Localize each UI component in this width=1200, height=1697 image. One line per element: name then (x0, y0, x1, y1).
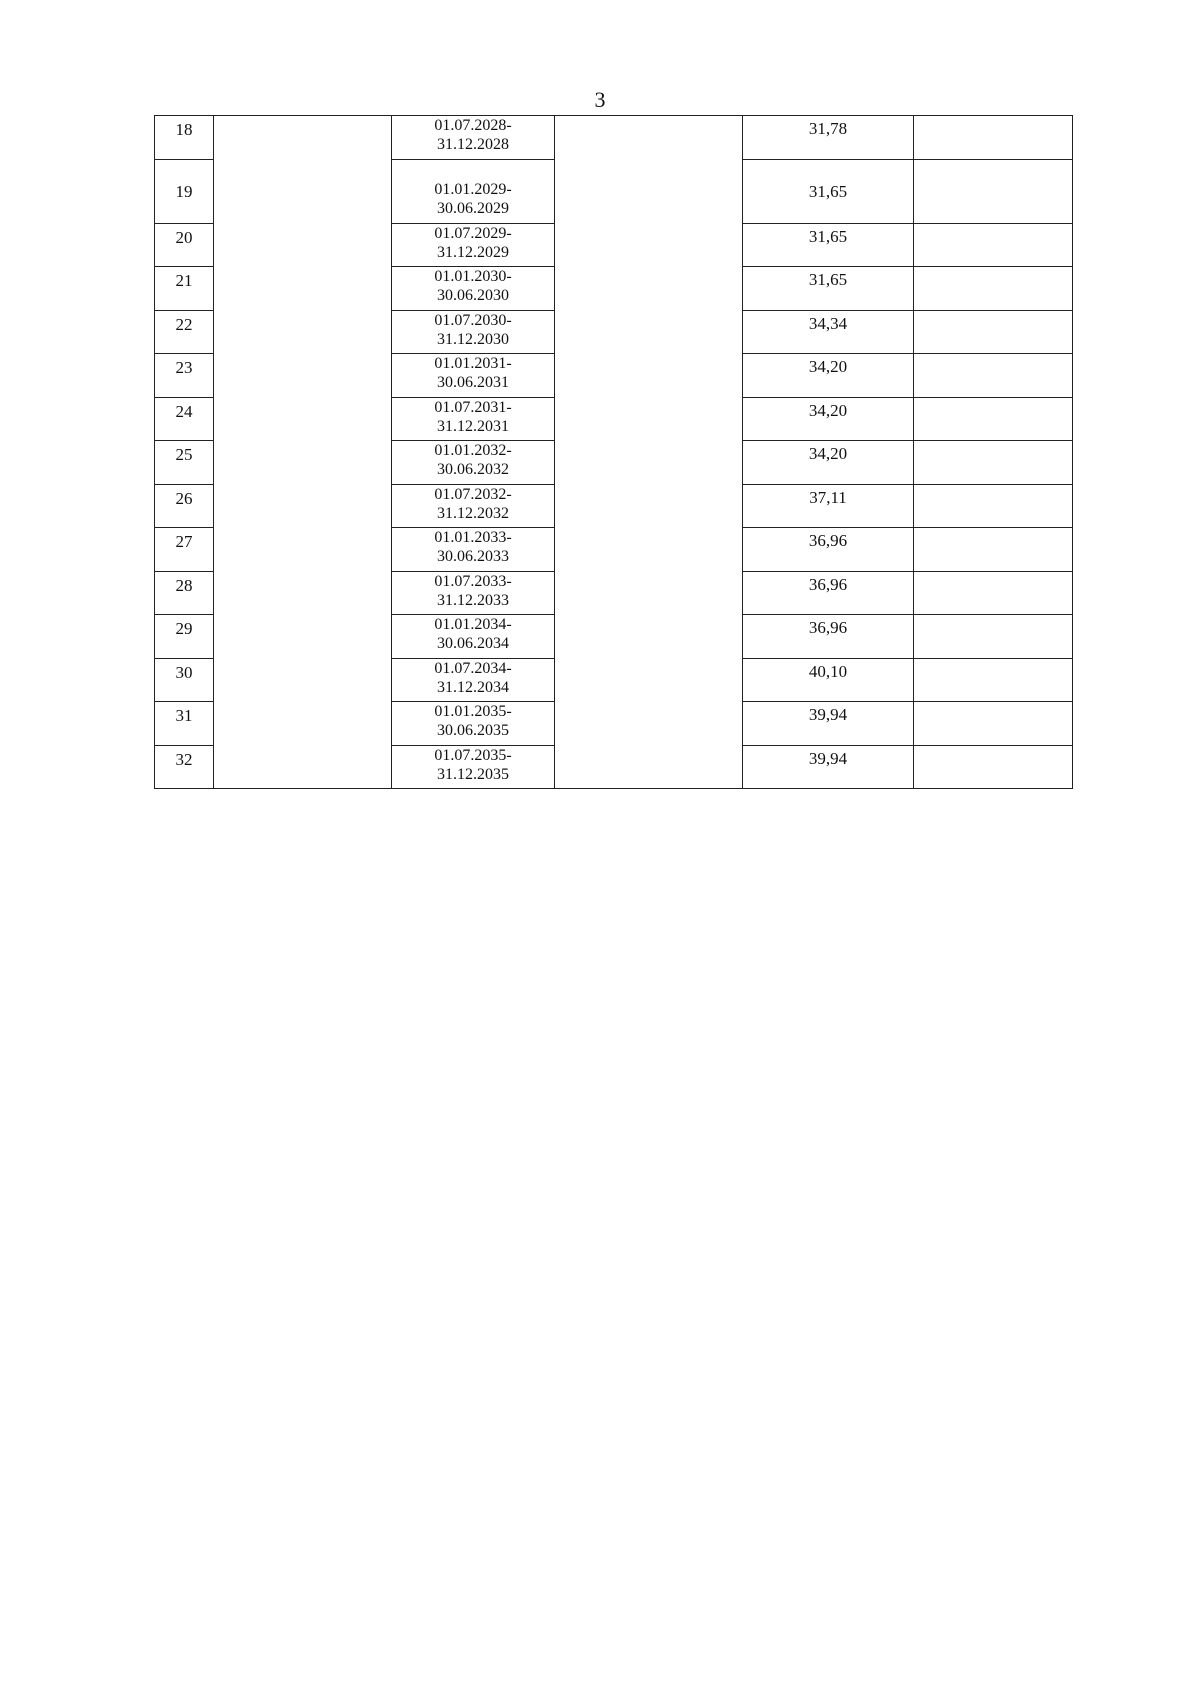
period-end: 31.12.2028 (437, 136, 509, 153)
period-start: 01.01.2035- (434, 703, 512, 720)
period-cell (392, 484, 555, 528)
period-cell (392, 745, 555, 789)
period-end: 30.06.2034 (437, 635, 509, 652)
period-cell (392, 441, 555, 485)
period-cell (392, 267, 555, 311)
table-row (155, 116, 1073, 160)
period-end: 30.06.2030 (437, 287, 509, 304)
row-number: 26 (155, 484, 214, 528)
tariff-value: 31,65 (743, 159, 914, 223)
row-number: 21 (155, 267, 214, 311)
period-start: 01.07.2034- (434, 659, 512, 677)
row-number: 20 (155, 223, 214, 267)
tariff-value: 40,10 (743, 658, 914, 702)
period-cell (392, 354, 555, 398)
note-cell (914, 116, 1073, 160)
period-end: 31.12.2035 (437, 765, 509, 783)
period-end: 30.06.2032 (437, 461, 509, 478)
row-number: 18 (155, 116, 214, 160)
period-start: 01.01.2029- (434, 180, 512, 198)
row-number: 32 (155, 745, 214, 789)
period-cell (392, 658, 555, 702)
note-cell (914, 397, 1073, 441)
period-end: 31.12.2032 (437, 504, 509, 522)
tariff-value: 36,96 (743, 528, 914, 572)
period-start: 01.07.2032- (434, 485, 512, 503)
period-end: 31.12.2031 (437, 417, 509, 435)
note-cell (914, 354, 1073, 398)
tariff-value: 39,94 (743, 702, 914, 746)
note-cell (914, 484, 1073, 528)
period-cell (392, 397, 555, 441)
period-cell (392, 310, 555, 354)
tariff-value: 36,96 (743, 571, 914, 615)
row-number: 30 (155, 658, 214, 702)
period-end: 31.12.2029 (437, 243, 509, 261)
period-end: 31.12.2030 (437, 330, 509, 348)
period-cell (392, 159, 555, 223)
note-cell (914, 702, 1073, 746)
period-start: 01.07.2028- (434, 117, 512, 134)
period-start: 01.07.2030- (434, 311, 512, 329)
row-number: 25 (155, 441, 214, 485)
tariff-value: 34,20 (743, 397, 914, 441)
unit-cell (555, 116, 743, 789)
page-number: 3 (594, 87, 606, 112)
note-cell (914, 615, 1073, 659)
period-cell (392, 116, 555, 160)
note-cell (914, 310, 1073, 354)
organization-cell (214, 116, 392, 789)
row-number: 23 (155, 354, 214, 398)
period-start: 01.01.2034- (434, 616, 512, 633)
period-end: 30.06.2031 (437, 374, 509, 391)
note-cell (914, 159, 1073, 223)
note-cell (914, 441, 1073, 485)
tariff-value: 34,20 (743, 354, 914, 398)
period-cell (392, 571, 555, 615)
period-end: 31.12.2034 (437, 678, 509, 696)
row-number: 19 (155, 159, 214, 223)
tariff-table-body (155, 116, 1073, 789)
tariff-value: 31,78 (743, 116, 914, 160)
tariff-value: 34,20 (743, 441, 914, 485)
tariff-value: 31,65 (743, 267, 914, 311)
period-start: 01.07.2029- (434, 224, 512, 242)
period-cell (392, 615, 555, 659)
period-end: 30.06.2033 (437, 548, 509, 565)
note-cell (914, 223, 1073, 267)
row-number: 29 (155, 615, 214, 659)
period-end: 30.06.2029 (437, 199, 509, 217)
period-start: 01.01.2030- (434, 268, 512, 285)
note-cell (914, 267, 1073, 311)
period-start: 01.07.2033- (434, 572, 512, 590)
period-cell (392, 223, 555, 267)
period-end: 31.12.2033 (437, 591, 509, 609)
note-cell (914, 658, 1073, 702)
period-start: 01.01.2033- (434, 529, 512, 546)
tariff-value: 37,11 (743, 484, 914, 528)
row-number: 31 (155, 702, 214, 746)
row-number: 27 (155, 528, 214, 572)
tariff-value: 36,96 (743, 615, 914, 659)
note-cell (914, 528, 1073, 572)
tariff-value: 31,65 (743, 223, 914, 267)
period-cell (392, 528, 555, 572)
row-number: 28 (155, 571, 214, 615)
row-number: 24 (155, 397, 214, 441)
period-start: 01.01.2031- (434, 355, 512, 372)
period-start: 01.07.2035- (434, 746, 512, 764)
period-end: 30.06.2035 (437, 722, 509, 739)
tariff-value: 34,34 (743, 310, 914, 354)
tariff-table (154, 115, 1073, 789)
period-start: 01.07.2031- (434, 398, 512, 416)
period-start: 01.01.2032- (434, 442, 512, 459)
row-number: 22 (155, 310, 214, 354)
period-cell (392, 702, 555, 746)
note-cell (914, 745, 1073, 789)
tariff-value: 39,94 (743, 745, 914, 789)
note-cell (914, 571, 1073, 615)
